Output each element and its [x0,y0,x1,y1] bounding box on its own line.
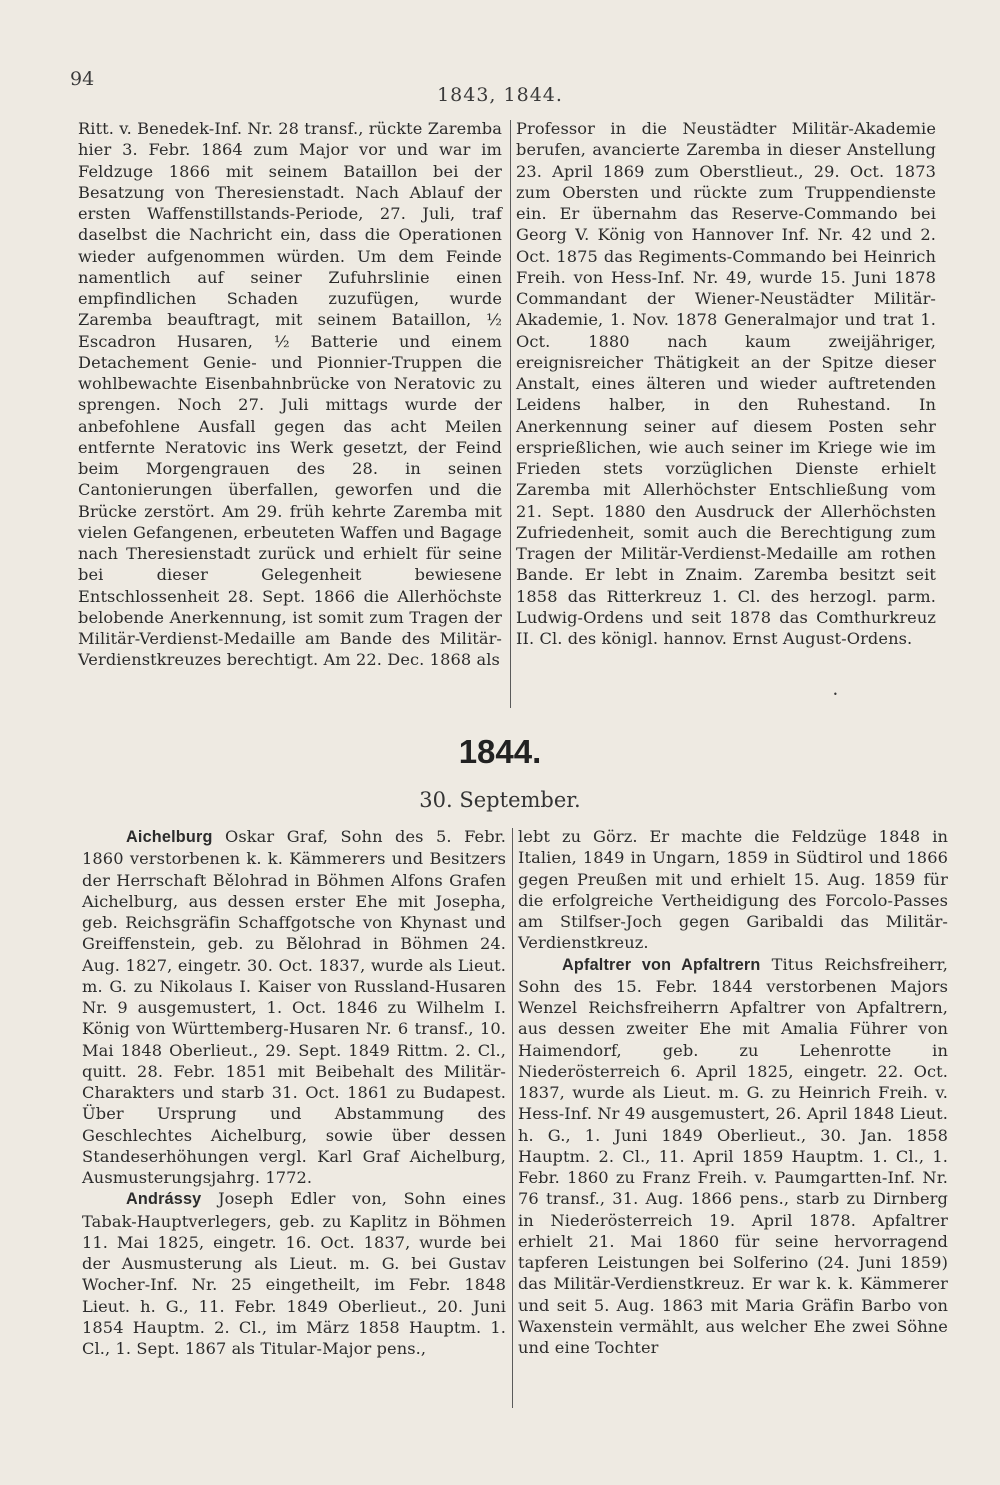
entry-aichelburg [82,826,506,1188]
year-heading: 1844. [458,733,542,770]
page-number: 94 [70,68,95,90]
top-left-column [78,118,502,671]
entry-name: Apfaltrer von Apfaltrern [562,955,761,974]
entry-text: Oskar Graf, Sohn des 5. Febr. 1860 verstorbenen k. k. Kämmerers und Besitzers der Herrschaft Bělohrad in Böhmen Alfons Grafen Aichelburg, aus dessen erster Ehe mit Josepha, geb. Reichsgräfin Schaffgotsche von Khynast und Greiffenstein, geb. zu Bělohrad in Böhmen 24. Aug. 1827, eingetr. 30. Oct. 1837, wurde als Lieut. m. G. zu Nikolaus I. Kaiser von Russland-Husaren Nr. 9 ausgemustert, 1. Oct. 1846 zu Wilhelm I. König von Württemberg-Husaren Nr. 6 transf., 10. Mai 1848 Oberlieut., 29. Sept. 1849 Rittm. 2. Cl., quitt. 28. Febr. 1851 mit Beibehalt des Militär-Charakters und starb 31. Oct. 1861 zu Budapest. Über Ursprung und Abstammung des Geschlechtes Aichelburg, sowie über dessen Standeserhöhungen vergl. Karl Graf Aichelburg, Ausmusterungsjahrg. 1772. [82,827,506,1187]
entry-name: Aichelburg [126,828,213,846]
date-heading: 30. September. [419,788,581,812]
entry-continuation [518,826,948,954]
top-column-divider [510,120,511,708]
end-mark: • [833,690,838,699]
entry-text: lebt zu Görz. Er machte die Feldzüge 1848 in Italien, 1849 in Ungarn, 1859 in Südtirol und 1866 gegen Preußen mit und erhielt 15. Aug. 1859 für die erfolgreiche Vertheidigung des Forcolo-Passes am Stilfser-Joch gegen Garibaldi das Militär-Verdienstkreuz. [518,827,948,953]
entry-text: Joseph Edler von, Sohn eines Tabak-Hauptverlegers, geb. zu Kaplitz in Böhmen 11. Mai 1825, eingetr. 16. Oct. 1837, wurde bei der Ausmusterung als Lieut. m. G. bei Gustav Wocher-Inf. Nr. 25 eingetheilt, im Febr. 1848 Lieut. h. G., 11. Febr. 1849 Oberlieut., 20. Juni 1854 Hauptm. 2. Cl., im März 1858 Hauptm. 1. Cl., 1. Sept. 1867 als Titular-Major pens., [82,1189,506,1358]
bottom-left-column [82,826,506,1359]
entry-apfaltrer [518,954,948,1359]
entry-name: Andrássy [126,1190,202,1209]
paragraph: Ritt. v. Benedek-Inf. Nr. 28 transf., rückte Zaremba hier 3. Febr. 1864 zum Major vor und war im Feldzuge 1866 mit seinem Bataillon bei der Besatzung von Theresienstadt. Nach Ablauf der ersten Waffenstillstands-Periode, 27. Juli, traf daselbst die Nachricht ein, dass die Operationen wieder aufgenommen würden. Um dem Feinde namentlich auf seiner Zufuhrslinie einen empfindlichen Schaden zuzufügen, wurde Zaremba beauftragt, mit seinem Bataillon, ½ Escadron Husaren, ½ Batterie und einem Detachement Genie- und Pionnier-Truppen die wohlbewachte Eisenbahnbrücke von Neratovic zu sprengen. Noch 27. Juli mittags wurde der anbefohlene Ausfall gegen das acht Meilen entfernte Neratovic ins Werk gesetzt, der Feind beim Morgengrauen des 28. in seinen Cantonierungen überfallen, geworfen und die Brücke zerstört. Am 29. früh kehrte Zaremba mit vielen Gefangenen, erbeuteten Waffen und Bagage nach Theresienstadt zurück und erhielt für seine bei dieser Gelegenheit bewiesene Entschlossenheit 28. Sept. 1866 die Allerhöchste belobende Anerkennung, ist somit zum Tragen der Militär-Verdienst-Medaille am Bande des Militär-Verdienstkreuzes berechtigt. Am 22. Dec. 1868 als [78,119,502,670]
entry-text: Titus Reichsfreiherr, Sohn des 15. Febr. 1844 verstorbenen Majors Wenzel Reichsfreiherrn Apfaltrer von Apfaltrern, aus dessen zweiter Ehe mit Amalia Führer von Haimendorf, geb. zu Lehenrotte in Niederösterreich 6. April 1825, eingetr. 22. Oct. 1837, wurde als Lieut. m. G. zu Heinrich Freih. v. Hess-Inf. Nr 49 ausgemustert, 26. April 1848 Lieut. h. G., 1. Juni 1849 Oberlieut., 30. Jan. 1858 Hauptm. 2. Cl., 11. April 1859 Hauptm. 1. Cl., 1. Febr. 1860 zu Franz Freih. v. Paumgartten-Inf. Nr. 76 transf., 31. Aug. 1866 pens., starb zu Dirnberg in Niederösterreich 19. April 1878. Apfaltrer erhielt 21. Mai 1860 für seine hervorragend tapferen Leistungen bei Solferino (24. Juni 1859) das Militär-Verdienstkreuz. Er war k. k. Kämmerer und seit 5. Aug. 1863 mit Maria Gräfin Barbo von Waxenstein vermählt, aus welcher Ehe zwei Söhne und eine Tochter [518,954,948,1357]
paragraph: Professor in die Neustädter Militär-Akademie berufen, avancierte Zaremba in dieser Anstellung 23. April 1869 zum Oberstlieut., 29. Oct. 1873 zum Obersten und rückte zum Truppendienste ein. Er übernahm das Reserve-Commando bei Georg V. König von Hannover Inf. Nr. 42 und 2. Oct. 1875 das Regiments-Commando bei Heinrich Freih. von Hess-Inf. Nr. 49, wurde 15. Juni 1878 Commandant der Wiener-Neustädter Militär-Akademie, 1. Nov. 1878 Generalmajor und trat 1. Oct. 1880 nach kaum zweijähriger, ereignisreicher Thätigkeit an der Spitze dieser Anstalt, eines älteren und wieder auftretenden Leidens halber, in den Ruhestand. In Anerkennung seiner auf diesem Posten sehr ersprießlichen, wie auch seiner im Kriege wie im Frieden stets vorzüglichen Dienste erhielt Zaremba mit Allerhöchster Entschließung vom 21. Sept. 1880 den Ausdruck der Allerhöchsten Zufriedenheit, somit auch die Berechtigung zum Tragen der Militär-Verdienst-Medaille am rothen Bande. Er lebt in Znaim. Zaremba besitzt seit 1858 das Ritterkreuz 1. Cl. des herzogl. parm. Ludwig-Ordens und seit 1878 das Comthurkreuz II. Cl. des königl. hannov. Ernst August-Ordens. [516,119,936,648]
running-head: 1843, 1844. [437,84,563,106]
bottom-column-divider [512,828,513,1408]
top-right-column [516,118,936,649]
entry-andrassy [82,1188,506,1359]
bottom-right-column [518,826,948,1358]
